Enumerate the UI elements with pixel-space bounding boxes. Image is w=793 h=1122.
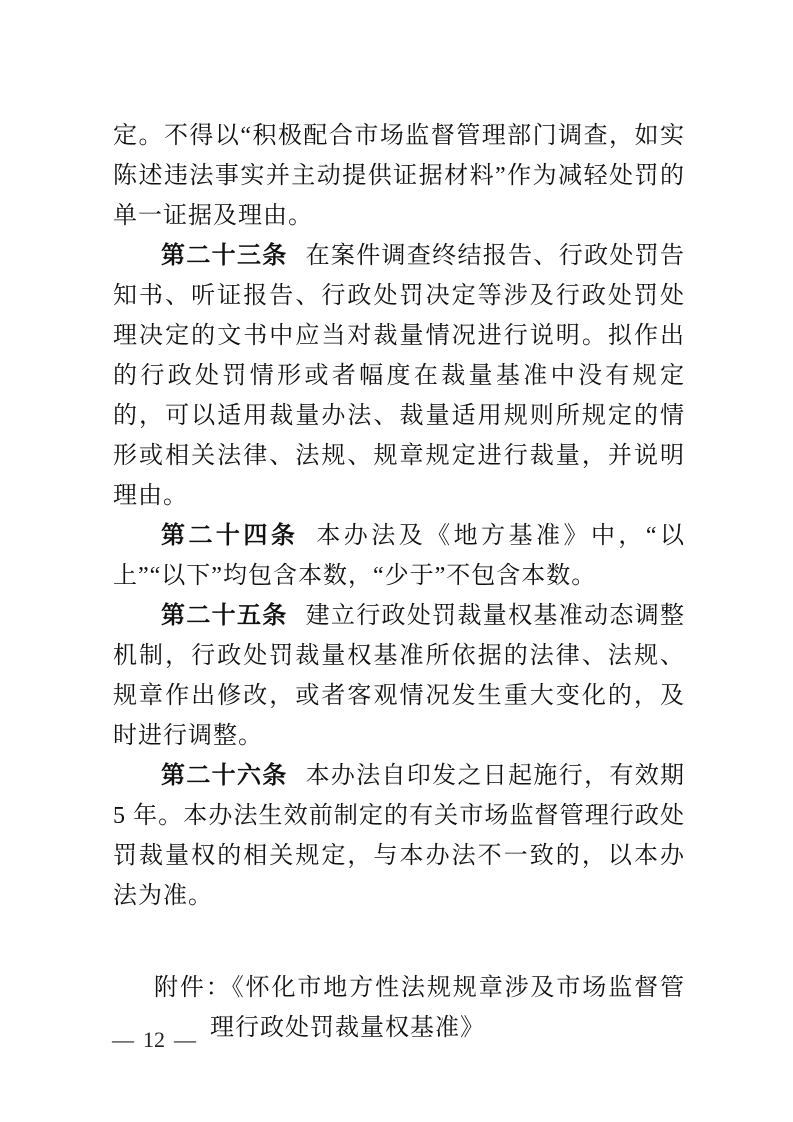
paragraph-text: 定。不得以“积极配合市场监督管理部门调查，如实陈述违法事实并主动提供证据材料”作为减轻处罚的单一证据及理由。 xyxy=(113,123,685,229)
paragraph-text: 建立行政处罚裁量权基准动态调整机制，行政处罚裁量权基准所依据的法律、法规、规章作出修改，或者客观情况发生重大变化的，及时进行调整。 xyxy=(113,603,686,749)
article-number: 第二十四条 xyxy=(161,522,299,549)
attachment-title: 《怀化市地方性法规规章涉及市场监督管理行政处罚裁量权基准》 xyxy=(210,975,686,1041)
document-body xyxy=(113,116,685,1048)
article-number: 第二十五条 xyxy=(161,602,288,629)
paragraph-article-23 xyxy=(113,236,685,516)
paragraph-article-25 xyxy=(113,596,685,756)
paragraph-text: 在案件调查终结报告、行政处罚告知书、听证报告、行政处罚决定等涉及行政处罚处理决定的文书中应当对裁量情况进行说明。拟作出的行政处罚情形或者幅度在裁量基准中没有规定的，可以适用裁量办法、裁量适用规则所规定的情形或相关法律、法规、规章规定进行裁量，并说明理由。 xyxy=(113,243,686,509)
page-number: 12 xyxy=(143,1027,165,1052)
paragraph-text: 本办法自印发之日起施行，有效期 5 年。本办法生效前制定的有关市场监督管理行政处罚裁量权的相关规定，与本办法不一致的，以本办法为准。 xyxy=(113,763,686,909)
attachment-label: 附件： xyxy=(154,975,232,1001)
paragraph-continuation xyxy=(113,116,685,236)
paragraph-article-26 xyxy=(113,756,685,916)
paragraph-text: 本办法及《地方基准》中，“以上”“以下”均包含本数，“少于”不包含本数。 xyxy=(113,523,686,589)
footer-right-dash: — xyxy=(174,1027,196,1052)
article-number: 第二十三条 xyxy=(161,242,288,269)
page-footer xyxy=(112,1026,196,1054)
footer-left-dash: — xyxy=(112,1027,134,1052)
attachment-note xyxy=(113,968,685,1048)
article-number: 第二十六条 xyxy=(161,762,288,789)
paragraph-article-24 xyxy=(113,516,685,596)
